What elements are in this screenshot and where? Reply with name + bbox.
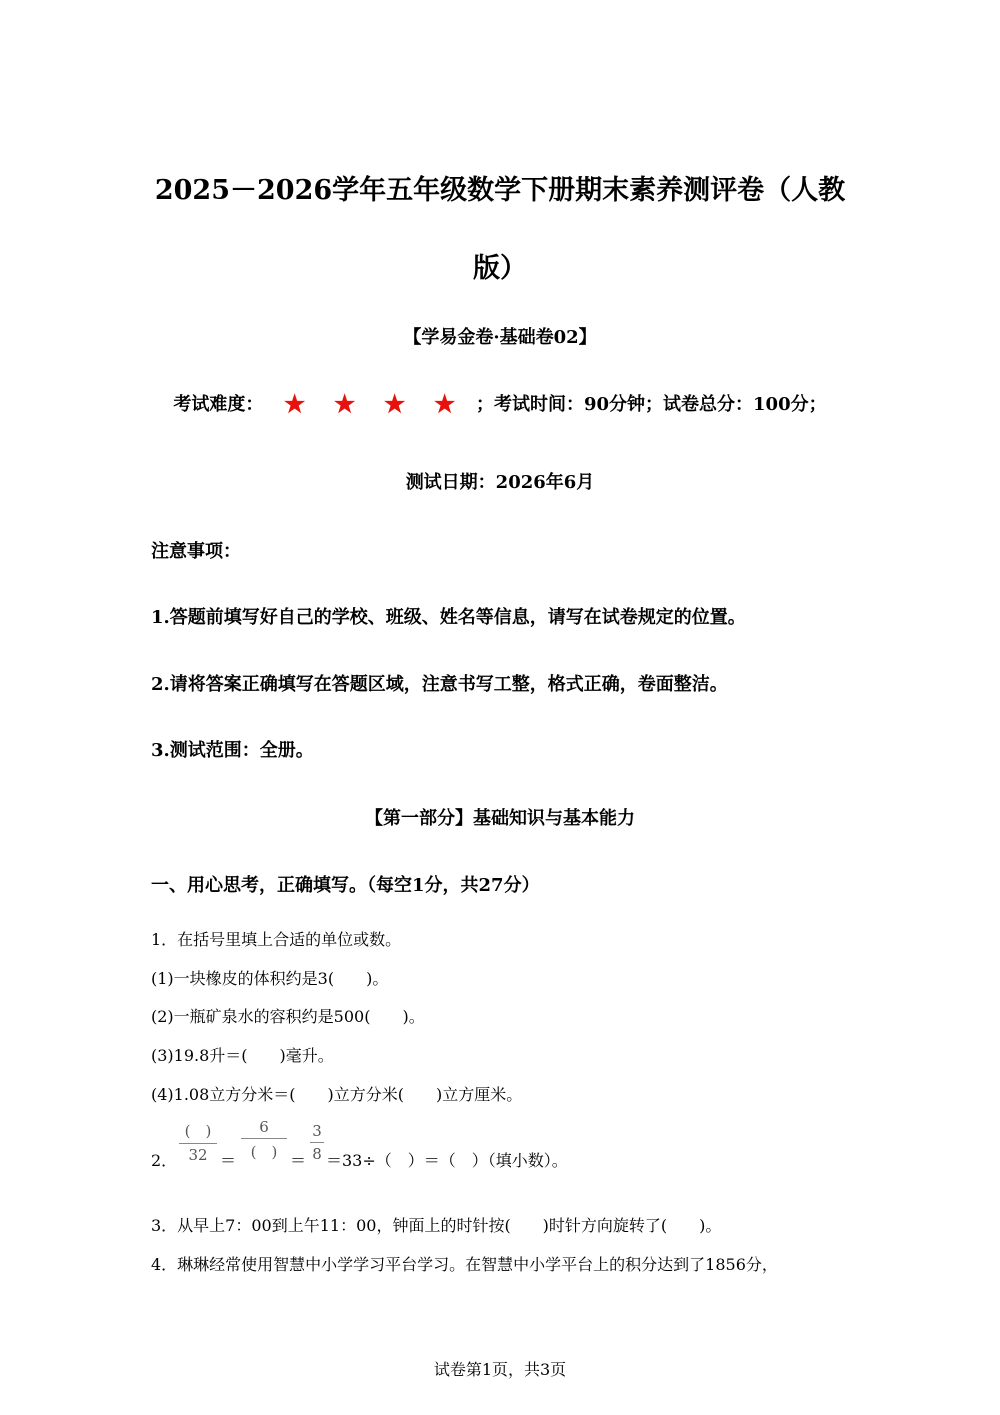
question-1-1: (1)一块橡皮的体积约是3( )。: [151, 969, 389, 988]
question-2-equals-2: ＝: [290, 1151, 307, 1170]
star-icon: ★: [283, 389, 306, 418]
question-1-intro: 1．在括号里填上合适的单位或数。: [151, 930, 402, 949]
fraction-3-bar: [310, 1142, 324, 1143]
title-line-1: 2025－2026学年五年级数学下册期末素养测评卷（人教: [154, 175, 846, 206]
fraction-1-denominator: 32: [188, 1146, 208, 1164]
subtitle: 【学易金卷·基础卷02】: [403, 327, 597, 348]
difficulty-label: 考试难度：: [173, 394, 264, 415]
fraction-1: [179, 1120, 217, 1164]
exam-info-rest: ；考试时间：90分钟；试卷总分：100分；: [475, 394, 827, 415]
fraction-2: [241, 1118, 287, 1162]
fraction-1-numerator: ( ): [184, 1122, 212, 1140]
exam-info: [0, 389, 1000, 418]
question-2-prefix: 2．: [151, 1151, 178, 1170]
question-2-equals-1: ＝: [220, 1151, 237, 1170]
notes-item-1: 1.答题前填写好自己的学校、班级、姓名等信息，请写在试卷规定的位置。: [151, 607, 746, 628]
fraction-2-bar: [241, 1138, 287, 1139]
difficulty-stars: [270, 389, 470, 418]
question-1-3: (3)19.8升＝( )毫升。: [151, 1046, 334, 1065]
notes-item-3: 3.测试范围：全册。: [151, 740, 314, 761]
fraction-1-bar: [179, 1143, 217, 1144]
question-3: 3．从早上7：00到上午11：00，钟面上的时针按( )时针方向旋转了( )。: [151, 1216, 722, 1235]
fraction-3: [310, 1122, 324, 1163]
question-4: 4．琳琳经常使用智慧中小学学习平台学习。在智慧中小学平台上的积分达到了1856分，: [151, 1255, 778, 1274]
title-line-2: 版）: [473, 253, 527, 284]
fraction-2-denominator: ( ): [250, 1143, 278, 1161]
star-icon: ★: [433, 389, 456, 418]
part-heading: 【第一部分】基础知识与基本能力: [365, 808, 635, 829]
section-heading: 一、用心思考，正确填写。（每空1分，共27分）: [151, 875, 540, 896]
star-icon: ★: [383, 389, 406, 418]
test-date: 测试日期：2026年6月: [405, 472, 595, 493]
question-1-2: (2)一瓶矿泉水的容积约是500( )。: [151, 1007, 425, 1026]
fraction-3-numerator: 3: [312, 1122, 322, 1140]
notes-item-2: 2.请将答案正确填写在答题区域，注意书写工整，格式正确，卷面整洁。: [151, 674, 728, 695]
question-2-rest: ＝33÷（ ）＝（ ）（填小数）。: [326, 1151, 568, 1170]
star-icon: ★: [333, 389, 356, 418]
notes-heading: 注意事项：: [151, 541, 241, 562]
fraction-2-numerator: 6: [259, 1118, 269, 1136]
fraction-3-denominator: 8: [312, 1145, 322, 1163]
question-1-4: (4)1.08立方分米＝( )立方分米( )立方厘米。: [151, 1085, 523, 1104]
page-footer: 试卷第1页，共3页: [433, 1360, 567, 1379]
